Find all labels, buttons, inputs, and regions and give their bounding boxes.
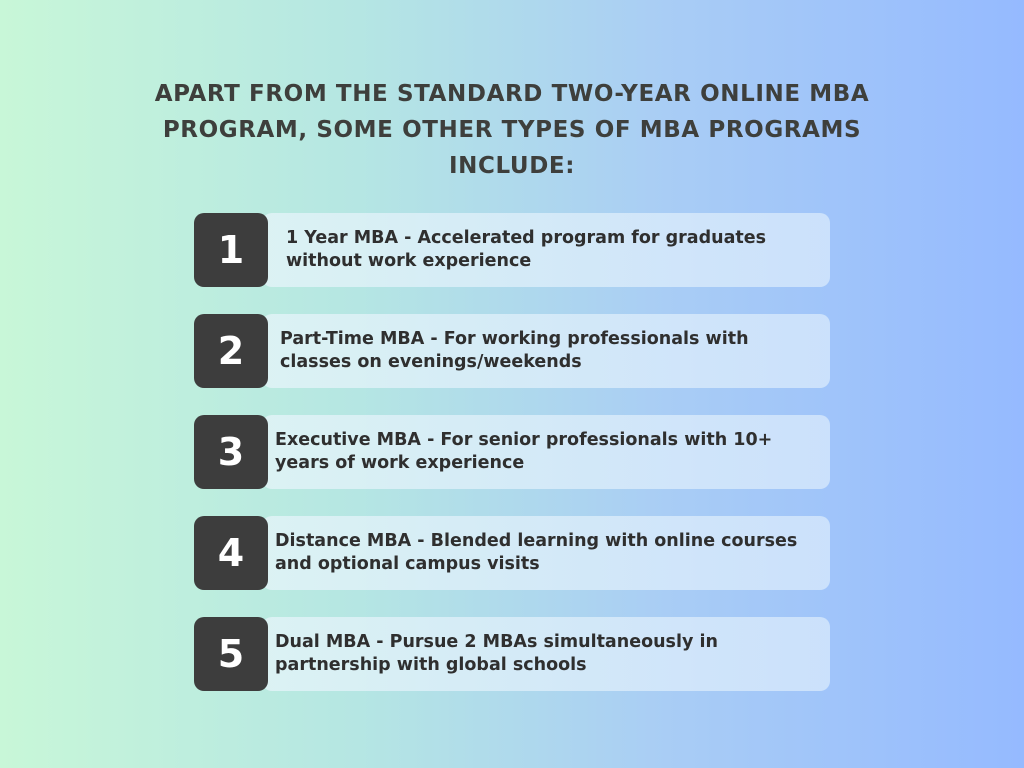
number-badge: 4 — [194, 516, 268, 590]
item-card — [262, 314, 830, 388]
list-item — [194, 516, 830, 590]
list-item — [194, 617, 830, 691]
number-badge: 3 — [194, 415, 268, 489]
item-card — [262, 415, 830, 489]
item-text: Dual MBA - Pursue 2 MBAs simultaneously in partnership with global schools — [275, 632, 718, 675]
item-text: Executive MBA - For senior professionals with 10+ years of work experience — [275, 430, 773, 473]
item-text: Distance MBA - Blended learning with online courses and optional campus visits — [275, 531, 798, 574]
number-badge: 2 — [194, 314, 268, 388]
item-card — [262, 213, 830, 287]
list-item — [194, 314, 830, 388]
list-item — [194, 415, 830, 489]
number-badge: 5 — [194, 617, 268, 691]
page-heading: APART FROM THE STANDARD TWO-YEAR ONLINE MBA PROGRAM, SOME OTHER TYPES OF MBA PROGRAMS INCLUDE: — [154, 81, 870, 179]
list-item — [194, 213, 830, 287]
mba-types-list — [194, 213, 830, 691]
item-text: 1 Year MBA - Accelerated program for graduates without work experience — [286, 228, 767, 271]
number-badge: 1 — [194, 213, 268, 287]
item-card — [262, 516, 830, 590]
item-card — [262, 617, 830, 691]
item-text: Part-Time MBA - For working professionals with classes on evenings/weekends — [280, 329, 749, 372]
